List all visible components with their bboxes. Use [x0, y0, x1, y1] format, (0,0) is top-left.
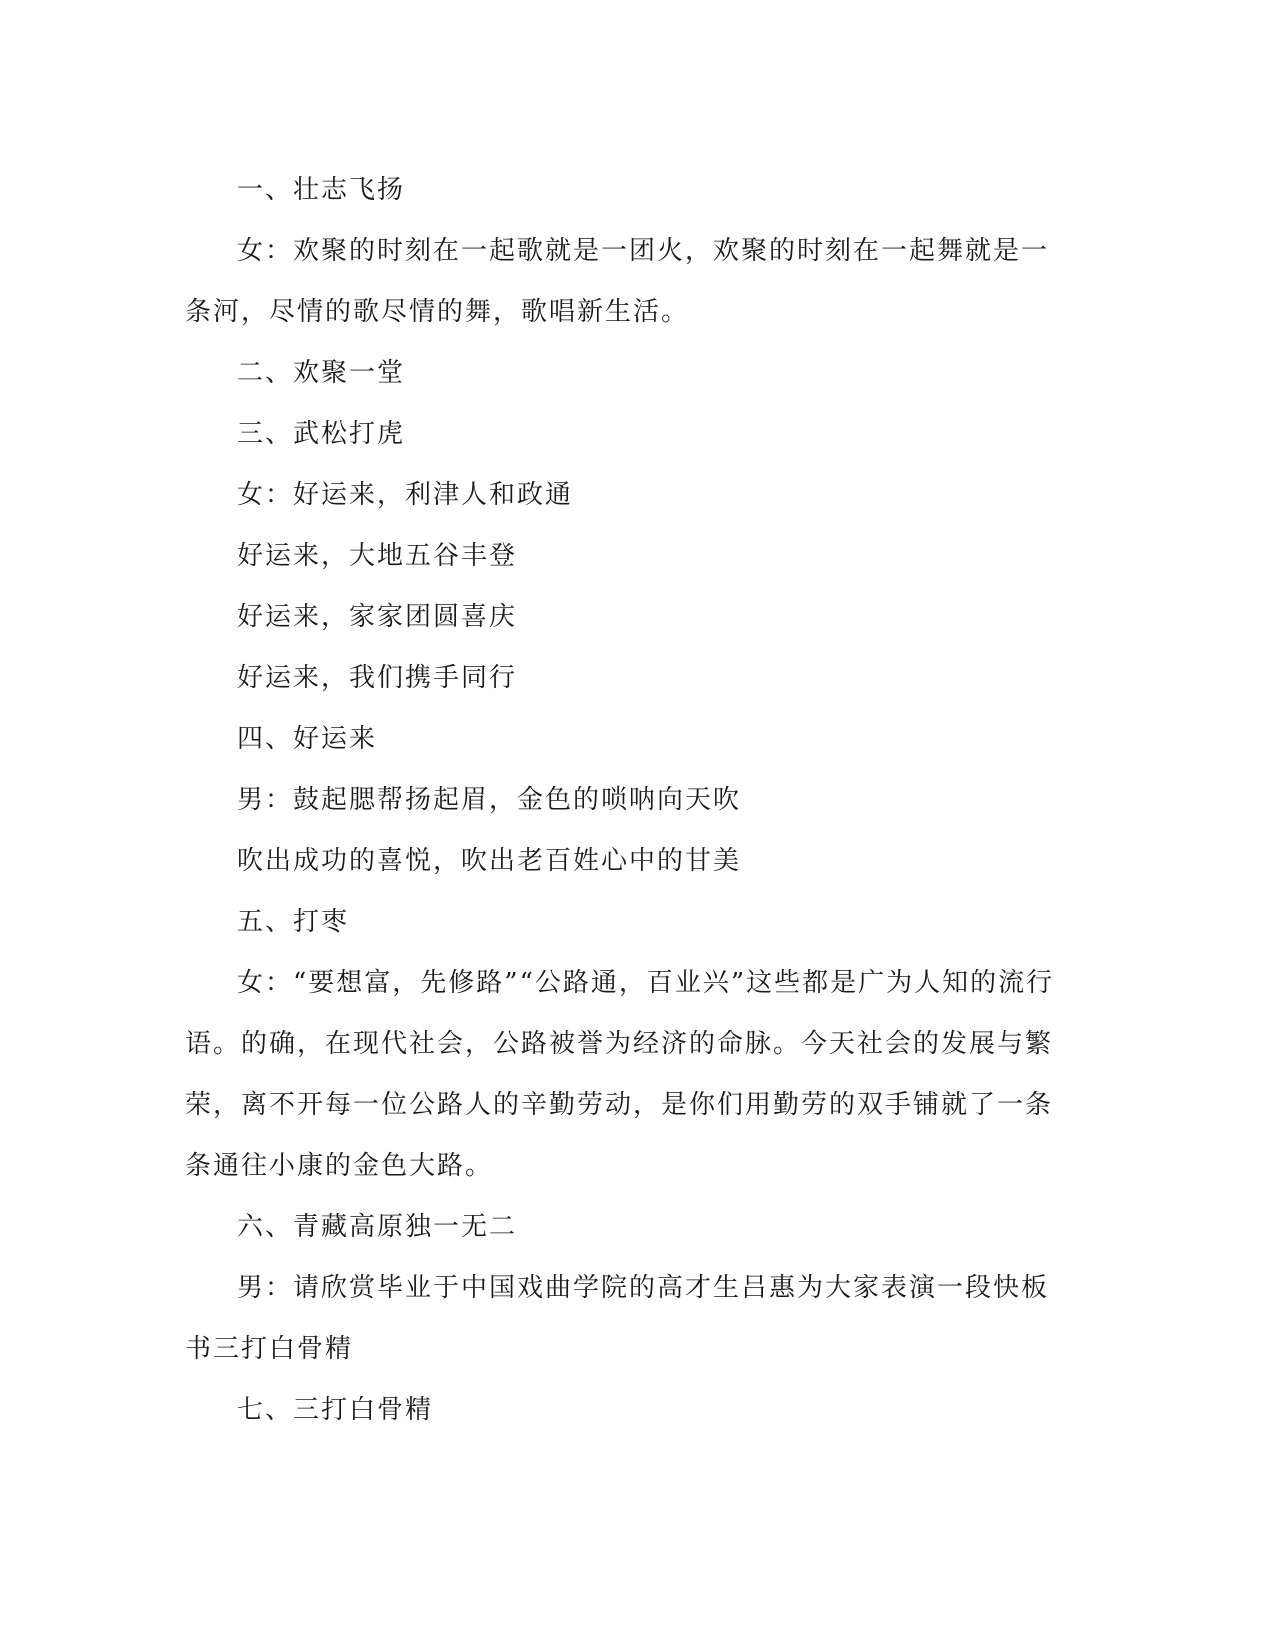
paragraph-3: 二、欢聚一堂: [237, 358, 406, 388]
paragraph-5: 女：好运来，利津人和政通: [237, 480, 574, 510]
paragraph-7: 好运来，家家团圆喜庆: [237, 602, 518, 632]
paragraph-13: 女：“要想富，先修路”“公路通，百业兴”这些都是广为人知的流行语。的确，在现代社会，公路被誉为经济的命脉。今天社会的发展与繁荣，离不开每一位公路人的辛勤劳动，是你们用勤劳的双手铺就了一条条通往小康的金色大路。: [185, 968, 1055, 1181]
paragraph-2: 女：欢聚的时刻在一起歌就是一团火，欢聚的时刻在一起舞就是一条河，尽情的歌尽情的舞，歌唱新生活。: [185, 236, 1050, 327]
document-body: [185, 160, 1055, 1441]
paragraph-8: 好运来，我们携手同行: [237, 663, 518, 693]
paragraph-15: 男：请欣赏毕业于中国戏曲学院的高才生吕惠为大家表演一段快板书三打白骨精: [185, 1273, 1050, 1364]
paragraph-14: 六、青藏高原独一无二: [237, 1212, 518, 1242]
paragraph-1: 一、壮志飞扬: [237, 175, 406, 205]
paragraph-11: 吹出成功的喜悦，吹出老百姓心中的甘美: [237, 846, 742, 876]
paragraph-4: 三、武松打虎: [237, 419, 406, 449]
paragraph-6: 好运来，大地五谷丰登: [237, 541, 518, 571]
paragraph-9: 四、好运来: [237, 724, 378, 754]
paragraph-12: 五、打枣: [237, 907, 350, 937]
paragraph-16: 七、三打白骨精: [237, 1395, 434, 1425]
paragraph-10: 男：鼓起腮帮扬起眉，金色的唢呐向天吹: [237, 785, 742, 815]
